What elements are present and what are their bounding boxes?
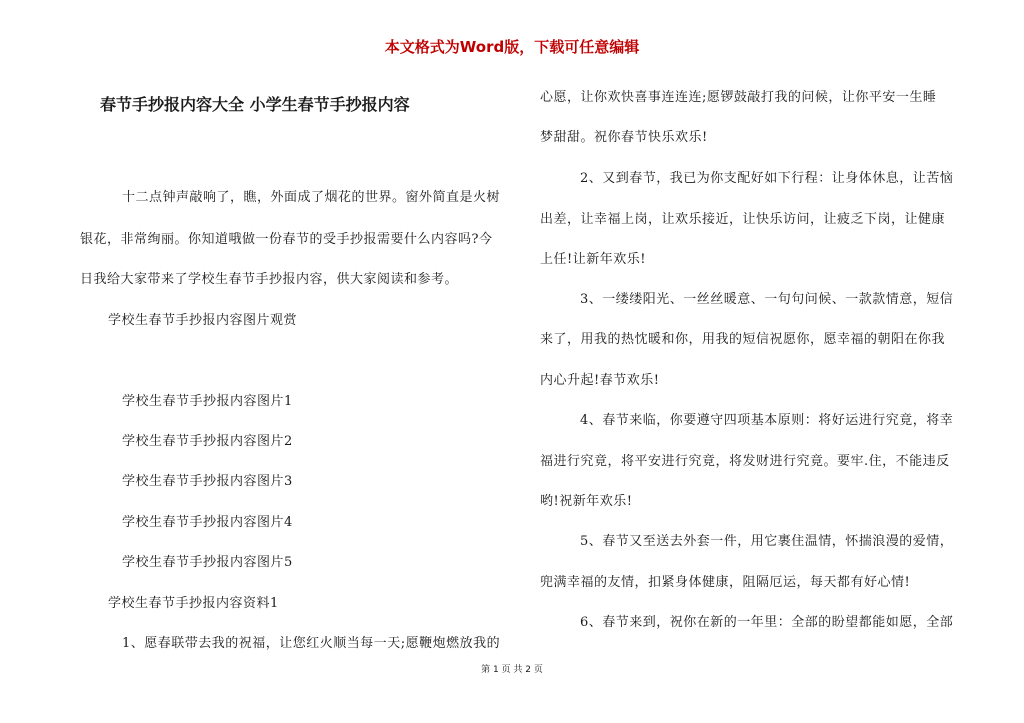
intro-line-2: 银花，非常绚丽。你知道哦做一份春节的受手抄报需要什么内容吗?今 (80, 232, 493, 247)
right-line-3: 2、又到春节，我已为你支配好如下行程：让身体休息，让苦恼 (580, 171, 954, 186)
right-line-14: 6、春节来到，祝你在新的一年里：全部的盼望都能如愿，全部 (580, 615, 954, 630)
right-line-2: 梦甜甜。祝你春节快乐欢乐! (540, 130, 708, 145)
image-caption-4: 学校生春节手抄报内容图片4 (122, 515, 293, 530)
section-heading: 学校生春节手抄报内容图片观赏 (108, 313, 298, 328)
right-line-4: 出差，让幸福上岗，让欢乐接近，让快乐访问，让疲乏下岗，让健康 (540, 212, 946, 227)
right-line-5: 上任!让新年欢乐! (540, 252, 646, 267)
document-banner: 本文格式为Word版，下载可任意编辑 (384, 38, 640, 56)
intro-line-3: 日我给大家带来了学校生春节手抄报内容，供大家阅读和参考。 (80, 272, 459, 287)
right-line-8: 内心升起!春节欢乐! (540, 373, 660, 388)
intro-line-1: 十二点钟声敲响了，瞧，外面成了烟花的世界。窗外简直是火树 (122, 190, 501, 205)
right-line-10: 福进行究竟，将平安进行究竟，将发财进行究竟。要牢.住，不能违反 (540, 454, 950, 469)
right-line-7: 来了，用我的热忱暖和你，用我的短信祝愿你，愿幸福的朝阳在你我 (540, 332, 946, 347)
image-caption-2: 学校生春节手抄报内容图片2 (122, 434, 293, 449)
right-line-6: 3、一缕缕阳光、一丝丝暖意、一句句问候、一款款情意，短信 (580, 292, 954, 307)
right-line-13: 兜满幸福的友情，扣紧身体健康，阻隔厄运，每天都有好心情! (540, 575, 911, 590)
material-heading: 学校生春节手抄报内容资料1 (108, 596, 279, 611)
right-line-1: 心愿，让你欢快喜事连连连;愿锣鼓敲打我的问候，让你平安一生睡 (540, 90, 937, 105)
page-footer: 第 1 页 共 2 页 (481, 665, 543, 675)
image-caption-1: 学校生春节手抄报内容图片1 (122, 394, 293, 409)
right-line-11: 哟!祝新年欢乐! (540, 494, 633, 509)
image-caption-5: 学校生春节手抄报内容图片5 (122, 555, 293, 570)
right-line-9: 4、春节来临，你要遵守四项基本原则：将好运进行究竟，将幸 (580, 413, 954, 428)
image-caption-3: 学校生春节手抄报内容图片3 (122, 474, 293, 489)
right-line-12: 5、春节又至送去外套一件，用它裹住温情，怀揣浪漫的爱情， (580, 534, 954, 549)
page-title: 春节手抄报内容大全 小学生春节手抄报内容 (100, 95, 410, 114)
item1-line1: 1、愿春联带去我的祝福，让您红火顺当每一天;愿鞭炮燃放我的 (122, 636, 501, 651)
